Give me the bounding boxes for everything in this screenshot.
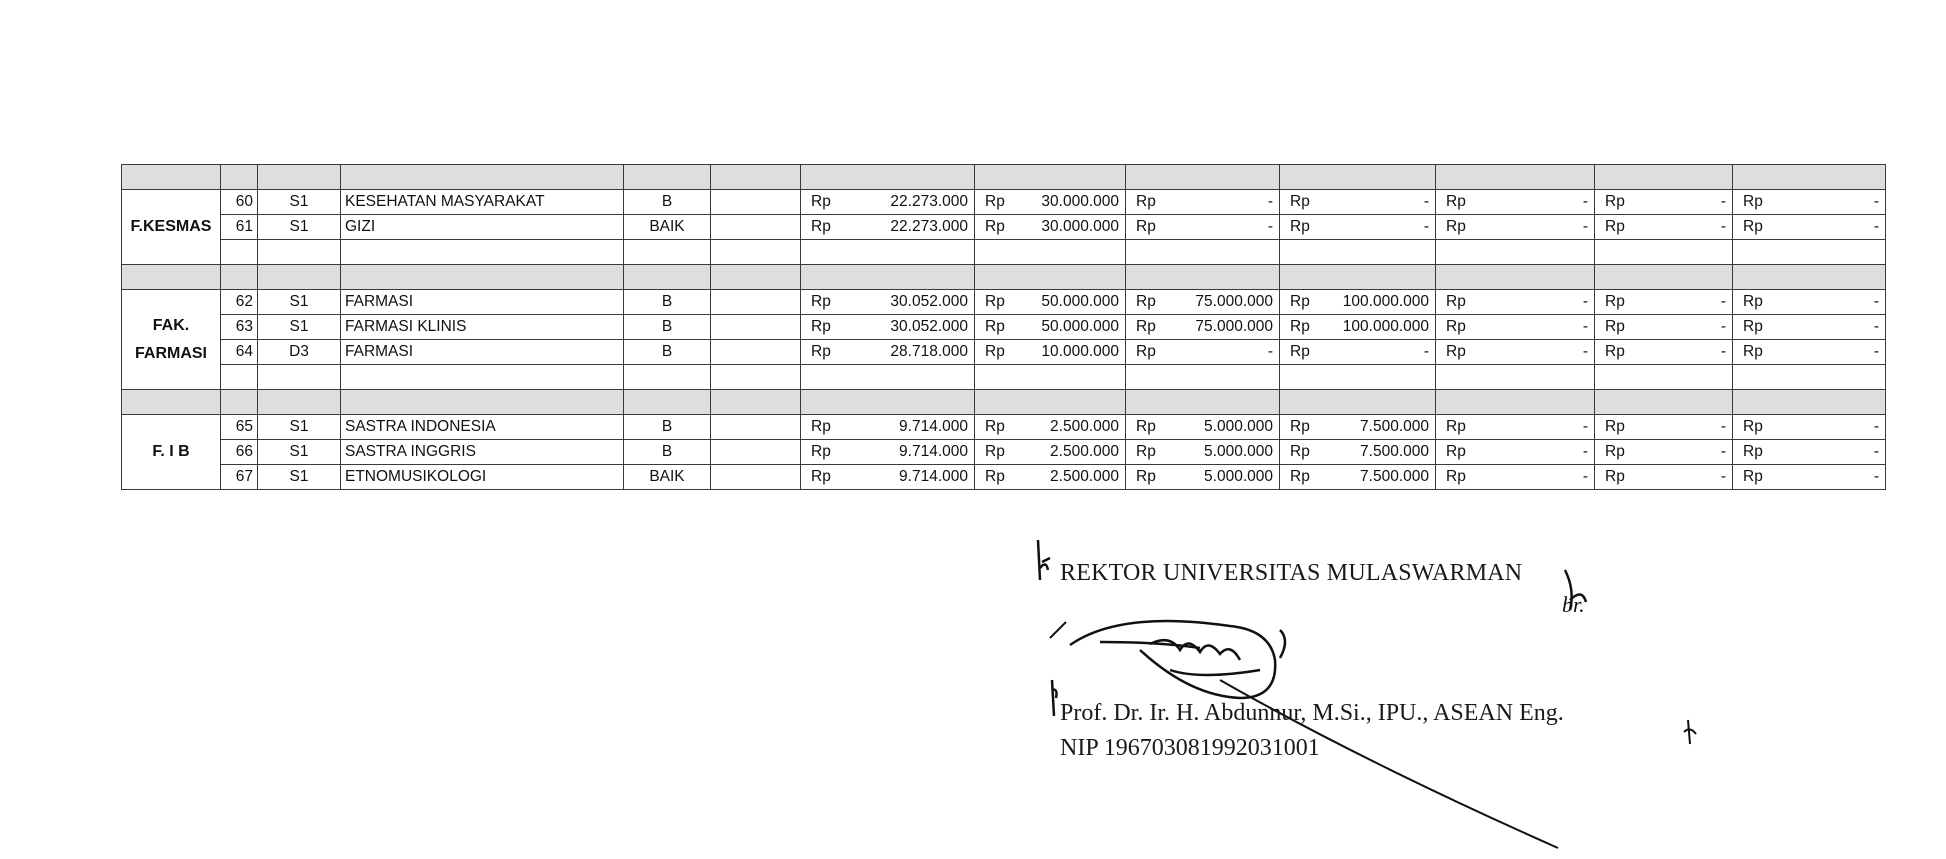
fee-amount: -: [1720, 468, 1726, 485]
fee-amount: -: [1873, 218, 1879, 235]
band-cell: [221, 390, 258, 415]
fee-amount: -: [1582, 418, 1588, 435]
blank-row: [122, 240, 1886, 265]
fee-cell: [1280, 415, 1436, 440]
blank-cell: [711, 365, 801, 390]
fee-amount: 5.000.000: [1204, 418, 1273, 435]
fee-amount: 50.000.000: [1041, 318, 1119, 335]
band-cell: [1126, 390, 1280, 415]
fee-cell: [1733, 465, 1886, 490]
band-cell: [258, 265, 341, 290]
fee-amount: -: [1873, 443, 1879, 460]
fee-amount: -: [1720, 418, 1726, 435]
fee-amount: -: [1873, 318, 1879, 335]
program-name: GIZI: [341, 215, 624, 240]
currency-label: Rp: [1446, 418, 1466, 435]
currency-label: Rp: [1605, 318, 1625, 335]
fee-cell: [975, 190, 1126, 215]
band-cell: [1280, 265, 1436, 290]
band-cell: [221, 165, 258, 190]
currency-label: Rp: [1290, 218, 1310, 235]
fee-cell: [1595, 215, 1733, 240]
fee-amount: -: [1423, 218, 1429, 235]
program-name: FARMASI KLINIS: [341, 315, 624, 340]
band-cell: [711, 265, 801, 290]
currency-label: Rp: [985, 343, 1005, 360]
fee-cell: [801, 190, 975, 215]
band-cell: [624, 390, 711, 415]
fee-amount: -: [1720, 193, 1726, 210]
fee-cell: [1595, 440, 1733, 465]
fee-cell: [1436, 190, 1595, 215]
currency-label: Rp: [1743, 193, 1763, 210]
faculty-cell: F. I B: [122, 415, 221, 490]
fee-cell: [1733, 190, 1886, 215]
currency-label: Rp: [985, 318, 1005, 335]
fee-amount: -: [1873, 343, 1879, 360]
currency-label: Rp: [1136, 468, 1156, 485]
accreditation: B: [624, 190, 711, 215]
currency-label: Rp: [1290, 418, 1310, 435]
header-band-row: [122, 165, 1886, 190]
band-cell: [1126, 265, 1280, 290]
fee-amount: -: [1720, 318, 1726, 335]
fee-amount: 10.000.000: [1041, 343, 1119, 360]
fee-cell: [801, 290, 975, 315]
band-cell: [624, 165, 711, 190]
blank-cell: [221, 365, 258, 390]
fee-amount: -: [1582, 293, 1588, 310]
currency-label: Rp: [811, 443, 831, 460]
currency-label: Rp: [985, 443, 1005, 460]
blank-cell: [1280, 240, 1436, 265]
currency-label: Rp: [1605, 443, 1625, 460]
band-cell: [1595, 390, 1733, 415]
fee-amount: 2.500.000: [1050, 418, 1119, 435]
fee-cell: [975, 315, 1126, 340]
currency-label: Rp: [1743, 318, 1763, 335]
currency-label: Rp: [985, 418, 1005, 435]
band-cell: [341, 265, 624, 290]
fee-cell: [1126, 190, 1280, 215]
band-cell: [1126, 165, 1280, 190]
fee-cell: [801, 315, 975, 340]
currency-label: Rp: [1290, 443, 1310, 460]
band-cell: [624, 265, 711, 290]
accreditation: B: [624, 290, 711, 315]
fee-amount: -: [1582, 218, 1588, 235]
currency-label: Rp: [1605, 293, 1625, 310]
blank-cell: [1436, 240, 1595, 265]
fee-cell: [1280, 315, 1436, 340]
fee-cell: [1126, 340, 1280, 365]
fee-cell: [1595, 290, 1733, 315]
fee-cell: [1436, 290, 1595, 315]
program-name: SASTRA INDONESIA: [341, 415, 624, 440]
fee-cell: [1280, 190, 1436, 215]
fee-amount: 100.000.000: [1342, 318, 1429, 335]
currency-label: Rp: [811, 318, 831, 335]
band-cell: [975, 265, 1126, 290]
fee-amount: 9.714.000: [899, 468, 968, 485]
currency-label: Rp: [1743, 418, 1763, 435]
header-band-row: [122, 390, 1886, 415]
fee-cell: [801, 415, 975, 440]
band-cell: [801, 165, 975, 190]
currency-label: Rp: [1290, 293, 1310, 310]
fee-amount: -: [1720, 343, 1726, 360]
fee-amount: -: [1582, 318, 1588, 335]
blank-cell: [1733, 365, 1886, 390]
signature-block: [1030, 530, 1730, 850]
fee-amount: -: [1720, 443, 1726, 460]
blank-cell: [258, 240, 341, 265]
fee-amount: -: [1873, 468, 1879, 485]
blank-cell: [801, 365, 975, 390]
fee-amount: -: [1720, 293, 1726, 310]
fee-cell: [801, 440, 975, 465]
blank-cell: [975, 365, 1126, 390]
currency-label: Rp: [1136, 343, 1156, 360]
accreditation: B: [624, 315, 711, 340]
extra-cell: [711, 290, 801, 315]
faculty-cell: F.KESMAS: [122, 190, 221, 265]
fee-amount: 5.000.000: [1204, 468, 1273, 485]
currency-label: Rp: [811, 193, 831, 210]
degree-level: S1: [258, 415, 341, 440]
blank-cell: [711, 240, 801, 265]
currency-label: Rp: [985, 218, 1005, 235]
row-number: 64: [221, 340, 258, 365]
fee-cell: [1436, 415, 1595, 440]
program-name: SASTRA INGGRIS: [341, 440, 624, 465]
row-number: 63: [221, 315, 258, 340]
band-cell: [975, 165, 1126, 190]
rector-nip: NIP 196703081992031001: [1060, 735, 1320, 761]
band-cell: [1733, 390, 1886, 415]
fee-cell: [1733, 215, 1886, 240]
fee-cell: [1733, 440, 1886, 465]
table-row: [122, 465, 1886, 490]
table-row: [122, 340, 1886, 365]
fee-cell: [1280, 215, 1436, 240]
band-cell: [801, 265, 975, 290]
currency-label: Rp: [1743, 293, 1763, 310]
band-cell: [1733, 165, 1886, 190]
blank-cell: [1733, 240, 1886, 265]
band-cell: [1436, 265, 1595, 290]
table-row: [122, 290, 1886, 315]
fee-cell: [1436, 440, 1595, 465]
fee-cell: [1436, 465, 1595, 490]
fee-cell: [1733, 315, 1886, 340]
fee-amount: 30.000.000: [1041, 218, 1119, 235]
fee-amount: -: [1423, 193, 1429, 210]
currency-label: Rp: [1605, 468, 1625, 485]
program-name: FARMASI: [341, 340, 624, 365]
band-cell: [341, 165, 624, 190]
fee-cell: [1595, 340, 1733, 365]
fee-amount: 100.000.000: [1342, 293, 1429, 310]
currency-label: Rp: [1136, 218, 1156, 235]
fee-amount: 30.052.000: [890, 318, 968, 335]
accreditation: BAIK: [624, 465, 711, 490]
fee-amount: 75.000.000: [1195, 293, 1273, 310]
tuition-fee-table: [121, 164, 1886, 490]
fee-cell: [1436, 340, 1595, 365]
band-cell: [1280, 390, 1436, 415]
degree-level: S1: [258, 215, 341, 240]
currency-label: Rp: [1743, 218, 1763, 235]
degree-level: D3: [258, 340, 341, 365]
fee-cell: [1126, 290, 1280, 315]
currency-label: Rp: [811, 293, 831, 310]
row-number: 61: [221, 215, 258, 240]
fee-cell: [1436, 215, 1595, 240]
fee-amount: -: [1582, 468, 1588, 485]
fee-amount: 30.052.000: [890, 293, 968, 310]
fee-amount: 7.500.000: [1360, 468, 1429, 485]
fee-cell: [1733, 415, 1886, 440]
band-cell: [801, 390, 975, 415]
table-row: [122, 215, 1886, 240]
fee-cell: [1595, 465, 1733, 490]
fee-amount: 7.500.000: [1360, 418, 1429, 435]
rector-name: Prof. Dr. Ir. H. Abdunnur, M.Si., IPU., ASEAN Eng.: [1060, 700, 1564, 726]
currency-label: Rp: [1446, 318, 1466, 335]
fee-amount: -: [1720, 218, 1726, 235]
fee-cell: [975, 440, 1126, 465]
row-number: 60: [221, 190, 258, 215]
blank-cell: [624, 240, 711, 265]
currency-label: Rp: [1290, 193, 1310, 210]
extra-cell: [711, 190, 801, 215]
blank-cell: [258, 365, 341, 390]
blank-cell: [1280, 365, 1436, 390]
currency-label: Rp: [1446, 443, 1466, 460]
row-number: 62: [221, 290, 258, 315]
blank-cell: [221, 240, 258, 265]
accreditation: B: [624, 415, 711, 440]
extra-cell: [711, 315, 801, 340]
fee-cell: [1126, 215, 1280, 240]
fee-cell: [975, 215, 1126, 240]
fee-amount: 7.500.000: [1360, 443, 1429, 460]
accreditation: B: [624, 340, 711, 365]
band-cell: [258, 165, 341, 190]
currency-label: Rp: [1446, 293, 1466, 310]
currency-label: Rp: [1290, 318, 1310, 335]
fee-amount: 30.000.000: [1041, 193, 1119, 210]
blank-row: [122, 365, 1886, 390]
fee-amount: -: [1267, 218, 1273, 235]
band-cell: [1280, 165, 1436, 190]
rector-title: REKTOR UNIVERSITAS MULASWARMAN: [1060, 560, 1523, 586]
currency-label: Rp: [1743, 343, 1763, 360]
currency-label: Rp: [811, 343, 831, 360]
band-cell: [341, 390, 624, 415]
fee-cell: [975, 290, 1126, 315]
degree-level: S1: [258, 315, 341, 340]
fee-cell: [975, 340, 1126, 365]
currency-label: Rp: [1136, 293, 1156, 310]
currency-label: Rp: [1136, 443, 1156, 460]
currency-label: Rp: [1446, 343, 1466, 360]
currency-label: Rp: [1743, 443, 1763, 460]
currency-label: Rp: [811, 418, 831, 435]
currency-label: Rp: [985, 468, 1005, 485]
currency-label: Rp: [1290, 343, 1310, 360]
fee-cell: [1595, 190, 1733, 215]
currency-label: Rp: [985, 193, 1005, 210]
currency-label: Rp: [1446, 218, 1466, 235]
band-cell: [122, 165, 221, 190]
fee-amount: 9.714.000: [899, 418, 968, 435]
blank-cell: [341, 365, 624, 390]
fee-amount: 9.714.000: [899, 443, 968, 460]
fee-cell: [1595, 315, 1733, 340]
fee-amount: 22.273.000: [890, 218, 968, 235]
fee-amount: -: [1582, 343, 1588, 360]
fee-cell: [1126, 315, 1280, 340]
currency-label: Rp: [1605, 218, 1625, 235]
blank-cell: [341, 240, 624, 265]
band-cell: [1595, 165, 1733, 190]
fee-cell: [801, 465, 975, 490]
extra-cell: [711, 440, 801, 465]
faculty-cell: FAK. FARMASI: [122, 290, 221, 390]
fee-amount: 22.273.000: [890, 193, 968, 210]
fee-amount: -: [1873, 418, 1879, 435]
fee-cell: [1126, 465, 1280, 490]
blank-cell: [801, 240, 975, 265]
currency-label: Rp: [1136, 318, 1156, 335]
table-row: [122, 315, 1886, 340]
row-number: 66: [221, 440, 258, 465]
fee-cell: [1733, 340, 1886, 365]
extra-cell: [711, 215, 801, 240]
blank-cell: [1436, 365, 1595, 390]
fee-cell: [1280, 440, 1436, 465]
fee-cell: [1595, 415, 1733, 440]
fee-amount: -: [1582, 443, 1588, 460]
currency-label: Rp: [1136, 418, 1156, 435]
header-band-row: [122, 265, 1886, 290]
row-number: 67: [221, 465, 258, 490]
table-row: [122, 440, 1886, 465]
degree-level: S1: [258, 290, 341, 315]
band-cell: [1436, 390, 1595, 415]
currency-label: Rp: [811, 468, 831, 485]
band-cell: [258, 390, 341, 415]
fee-cell: [1280, 465, 1436, 490]
fee-cell: [1126, 440, 1280, 465]
degree-level: S1: [258, 465, 341, 490]
band-cell: [1595, 265, 1733, 290]
table-row: [122, 415, 1886, 440]
initials-mark: br.: [1562, 592, 1585, 617]
band-cell: [711, 165, 801, 190]
degree-level: S1: [258, 190, 341, 215]
currency-label: Rp: [1605, 418, 1625, 435]
fee-cell: [975, 415, 1126, 440]
currency-label: Rp: [1136, 193, 1156, 210]
accreditation: B: [624, 440, 711, 465]
band-cell: [221, 265, 258, 290]
fee-cell: [1733, 290, 1886, 315]
fee-amount: 75.000.000: [1195, 318, 1273, 335]
fee-amount: -: [1423, 343, 1429, 360]
extra-cell: [711, 415, 801, 440]
fee-cell: [1126, 415, 1280, 440]
currency-label: Rp: [811, 218, 831, 235]
fee-cell: [975, 465, 1126, 490]
fee-amount: 50.000.000: [1041, 293, 1119, 310]
degree-level: S1: [258, 440, 341, 465]
band-cell: [975, 390, 1126, 415]
band-cell: [122, 390, 221, 415]
blank-cell: [1595, 365, 1733, 390]
accreditation: BAIK: [624, 215, 711, 240]
blank-cell: [624, 365, 711, 390]
currency-label: Rp: [1743, 468, 1763, 485]
band-cell: [1436, 165, 1595, 190]
program-name: KESEHATAN MASYARAKAT: [341, 190, 624, 215]
row-number: 65: [221, 415, 258, 440]
fee-amount: 5.000.000: [1204, 443, 1273, 460]
fee-cell: [1280, 340, 1436, 365]
fee-amount: -: [1267, 343, 1273, 360]
extra-cell: [711, 340, 801, 365]
fee-cell: [801, 215, 975, 240]
currency-label: Rp: [1446, 193, 1466, 210]
fee-amount: 28.718.000: [890, 343, 968, 360]
band-cell: [1733, 265, 1886, 290]
band-cell: [711, 390, 801, 415]
blank-cell: [1126, 240, 1280, 265]
program-name: ETNOMUSIKOLOGI: [341, 465, 624, 490]
blank-cell: [975, 240, 1126, 265]
blank-cell: [1126, 365, 1280, 390]
fee-amount: 2.500.000: [1050, 468, 1119, 485]
table-row: [122, 190, 1886, 215]
fee-amount: -: [1873, 193, 1879, 210]
fee-amount: 2.500.000: [1050, 443, 1119, 460]
fee-cell: [801, 340, 975, 365]
blank-cell: [1595, 240, 1733, 265]
extra-cell: [711, 465, 801, 490]
band-cell: [122, 265, 221, 290]
currency-label: Rp: [1605, 343, 1625, 360]
fee-amount: -: [1582, 193, 1588, 210]
currency-label: Rp: [985, 293, 1005, 310]
fee-amount: -: [1873, 293, 1879, 310]
fee-cell: [1280, 290, 1436, 315]
fee-cell: [1436, 315, 1595, 340]
currency-label: Rp: [1446, 468, 1466, 485]
program-name: FARMASI: [341, 290, 624, 315]
fee-amount: -: [1267, 193, 1273, 210]
currency-label: Rp: [1290, 468, 1310, 485]
currency-label: Rp: [1605, 193, 1625, 210]
